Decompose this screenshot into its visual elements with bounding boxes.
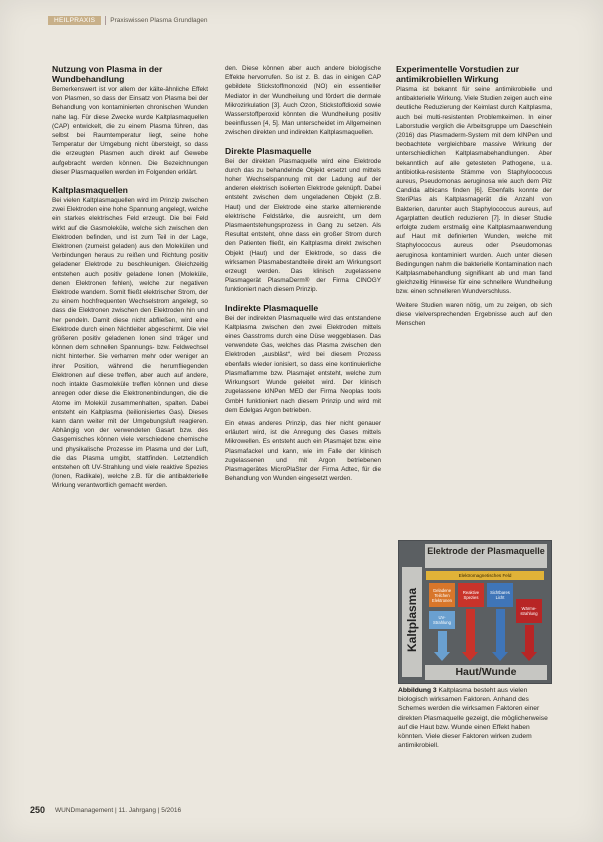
caption-label: Abbildung 3 xyxy=(398,687,437,694)
heading-indirect-plasma-source: Indirekte Plasmaquelle xyxy=(225,302,319,313)
arrow-down-icon xyxy=(466,609,475,653)
section-title: Praxiswissen Plasma Grundlagen xyxy=(110,16,208,24)
header-divider xyxy=(105,16,106,25)
paragraph: Plasma ist bekannt für seine antimikrobielle und antibakterielle Wirkung. Viele Studien zeigen auch eine deutliche Reduzierung der Keimlast durch Kaltplasma, auch bei multi-resistenten Problemkeimen. In einer Laborstudie verglich die Arbeitsgruppe um Daeschlein (2016) das Plasmaderm-System mit dem kINPen und beobachtete vergleichbare massive Wirkung der unterschiedlichen Kaltplasmabehandlungen. Aber bekanntlich auf alle getesteten Pathogene, u.a. antibiotika-resistente Stämme von Staphylococcus aureus, Pseudomonas aeruginosa wie auch dem Pilz Candida albicans finden [6]. Ebenfalls konnte der SteriPlas als Kaltplasmagerät die Anzahl von Bakterien, darunter auch Staphylococcus aureus, auf Agarplatten deutlich reduzieren [7]. In dieser Studie erfolgte zudem erstmalig eine Kaltplasmaanwendung auf Haut mit definierten Wunden, welche mit Staphylococcus aureus oder Pseudomonas aeruginosa kontaminiert wurden. Auch unter diesen Bedingungen nahm die bakterielle Kontamination nach Kaltplasmabehandlung signifikant ab und man fand gleichzeitig Hinweise für eine schnellere Wundheilung bzw. einen schnelleren Wundverschluss. xyxy=(396,86,552,296)
heading-wound-treatment: Nutzung von Plasma in der Wundbehandlung xyxy=(52,64,163,84)
page-header xyxy=(48,14,207,26)
figure-skin-label: Haut/Wunde xyxy=(425,665,547,680)
paragraph: Ein etwas anderes Prinzip, das hier nicht genauer erläutert wird, ist die Anregung des Gases mittels Mikrowellen. Es entsteht auch ein Plasmajet bzw. eine Plasmafackel und kann, wie im Falle der klinisch zugelassenen und mit Argon betriebenen Plasmagerätes MicroPlaSter der Firma Adtec, für die Behandlung von Wunden eingesetzt werden. xyxy=(225,419,381,483)
column-1 xyxy=(52,64,208,499)
figure-box-charged-particles: Geladene Teilchen Elektronen xyxy=(429,583,455,607)
heading-direct-plasma-source: Direkte Plasmaquelle xyxy=(225,145,312,156)
figure-field-bar: Elektromagnetisches Feld xyxy=(426,571,544,580)
journal-info: WUNDmanagement | 11. Jahrgang | 5/2016 xyxy=(55,806,182,814)
paragraph: Bei vielen Kaltplasmaquellen wird im Prinzip zwischen zwei Elektroden eine hohe Spannung angelegt, welche ein starkes elektrisches Feld erzeugt. Die bei Feld wirkt auf die Gasmoleküle, welche sich zwischen den Elektroden befinden, und ist zum Teil in der Lage, Elektronen (zumeist geladen) aus den Molekülen und Verbindungen heraus zu reißen und Richtung positiv geladener Elektrode zu beschleunigen. Gleichzeitig entstehen auch positiv geladene Ionen (Moleküle, denen Elektronen fehlen), welche zur negativen Elektrode wandern. Somit fließt elektrischer Strom, der zu einem hochfrequenten Wechselstrom angelegt, so dass die Elektronen zwischen den Elektroden hin und her pendeln. Damit diese nicht abfließen, wird eine Elektrode durch einen Nichtleiter abgeschirmt. Die viel größeren positiv geladenen Ionen sind träger und können dem schnellen Spannungs- bzw. Feldwechsel nicht hinterher. Sie verharren mehr oder weniger an ihrer Position, während die herumfliegenden Elektronen auf diese treffen, aber auch auf andere, noch intakte Gasmoleküle treffen können und diese anregen oder diese die Elektronenbindungen, die die Atome im Molekül zusammenhalten, spalten. Dabei entsteht ein Kaltplasma (teilionisiertes Gas). Dieses kann dann weiter mit der Umgebungsluft reagieren. Abhängig von der verwendeten Gasart bzw. des Gasgemisches können viele verschiedene chemische und physikalische Prozesse im Plasma und der Luft, die das Plasma umgibt, stattfinden. Letztendlich entstehen oft UV-Strahlung und viele reaktive Spezies (Ionen, Radikale), welche z.B. für die antibakterielle Wirkung verantwortlich gemacht werden. xyxy=(52,197,208,490)
figure-plasma-diagram xyxy=(398,540,552,684)
column-2 xyxy=(225,64,381,491)
caption-text: Kaltplasma besteht aus vielen biologisch wirksamen Faktoren. Anhand des Schemes werden die wirksamen Faktoren einer direkten Plasmaquelle gezeigt, die möglicherweise auf die Haut bzw. Wunde einen Effekt haben könnten. Viele dieser Faktoren wirken zudem antimikrobiell. xyxy=(398,687,548,750)
paragraph: den. Diese können aber auch andere biologische Effekte hervorrufen. So ist z. B. das in einigen CAP gebildete Stickstoffmonoxid (NO) ein essentieller Mediator in der Wundheilung und fördert die dermale Mikrozirkulation [3]. Auch Ozon, Stickstoffdioxid sowie Wasserstoffperoxid könnten die Wundheilung positiv beeinflussen [4, 5]. Man unterscheidet im Allgemeinen zwischen direkten und indirekten Kaltplasmaquellen. xyxy=(225,65,381,137)
paragraph: Bei der indirekten Plasmaquelle wird das entstandene Kaltplasma zwischen den zwei Elektroden mittels eines Gasstroms durch eine Düse weggeblasen. Das verwendete Gas, welches das Plasma zwischen den Elektroden „ausbläst“, wird bei diesem Prozess ebenfalls wieder ionisiert, so dass eine kontinuierliche Plasmaflamme bzw. Plasmajet entsteht, welche zum Wirkungsort Wunde geleitet wird. Der klinisch zugelassene kINPen MED der Firma Neoplas tools GmbH funktioniert nach diesem Prinzip und wird mit dem Edelgas Argon betrieben. xyxy=(225,314,381,414)
figure-box-reactive-species: Reaktive Spezies xyxy=(458,583,484,607)
arrow-down-icon xyxy=(525,625,534,653)
heading-cold-plasma-sources: Kaltplasmaquellen xyxy=(52,185,128,196)
paragraph: Weitere Studien waren nötig, um zu zeigen, ob sich diese vielversprechenden Ergebnisse auch auf den Menschen xyxy=(396,301,552,328)
column-3 xyxy=(396,64,552,336)
figure-box-uv-radiation: UV-Strahlung xyxy=(429,611,455,629)
page-footer xyxy=(30,805,181,815)
paragraph: Bei der direkten Plasmaquelle wird eine Elektrode durch das zu behandelnde Objekt ersetzt und mittels hoher Wechselspannung mit der Ladung auf der anderen elektrisch isolierten Elektrode geknüpft. Dabei entsteht zwischen dem ungeladenen Objekt (z.B. Haut) und der Elektrode eine starke alternierende elektrische Feldstärke, die ausreicht, um dem Plasmaentstehungsprozess in Gang zu setzen. Als Resultat entsteht, ohne dass ein großer Strom durch den Patienten fließt, ein Kaltplasma direkt zwischen Objekt (Haut) und der Elektrode, so dass die wirksamen Plasmabestandteile direkt am Wirkungsort erzeugt werden. Das klinisch zugelassene Plasmagerät PlasmaDerm® der Firma CINOGY funktioniert nach diesem Prinzip. xyxy=(225,157,381,294)
section-tag: HEILPRAXIS xyxy=(48,16,101,25)
figure-side-panel xyxy=(402,567,422,677)
figure-box-visible-light: Sichtbares Licht xyxy=(487,583,513,607)
figure-box-heat-radiation: Wärme-strahlung xyxy=(516,599,542,623)
figure-electrode-label: Elektrode der Plasmaquelle xyxy=(425,544,547,568)
figure-caption xyxy=(398,686,556,750)
page-number: 250 xyxy=(30,805,46,815)
arrow-down-icon xyxy=(496,609,505,653)
heading-experimental-studies: Experimentelle Vorstudien zur antimikrobiellen Wirkung xyxy=(396,64,520,84)
arrow-down-icon xyxy=(438,631,447,653)
figure-side-label: Kaltplasma xyxy=(405,587,419,653)
paragraph: Bemerkenswert ist vor allem der kälte-ähnliche Effekt von Plasmen, so dass der Einsatz von Plasma bei der Behandlung von kontaminierten chronischen Wunden nahe lag. Für diese Zwecke wurde Kaltplasmaquellen (CAP) entwickelt, die zu einem Plasma führen, das selbst bei Raumtemperatur liegt, seine hohe Temperatur der Umgebung nicht übersteigt, so dass die erzeugten Plasmen auch direkt auf Gewebe aufgebracht werden können. Die Bezeichnungen dieser Plasmaquellen werden im Folgenden erklärt. xyxy=(52,86,208,176)
